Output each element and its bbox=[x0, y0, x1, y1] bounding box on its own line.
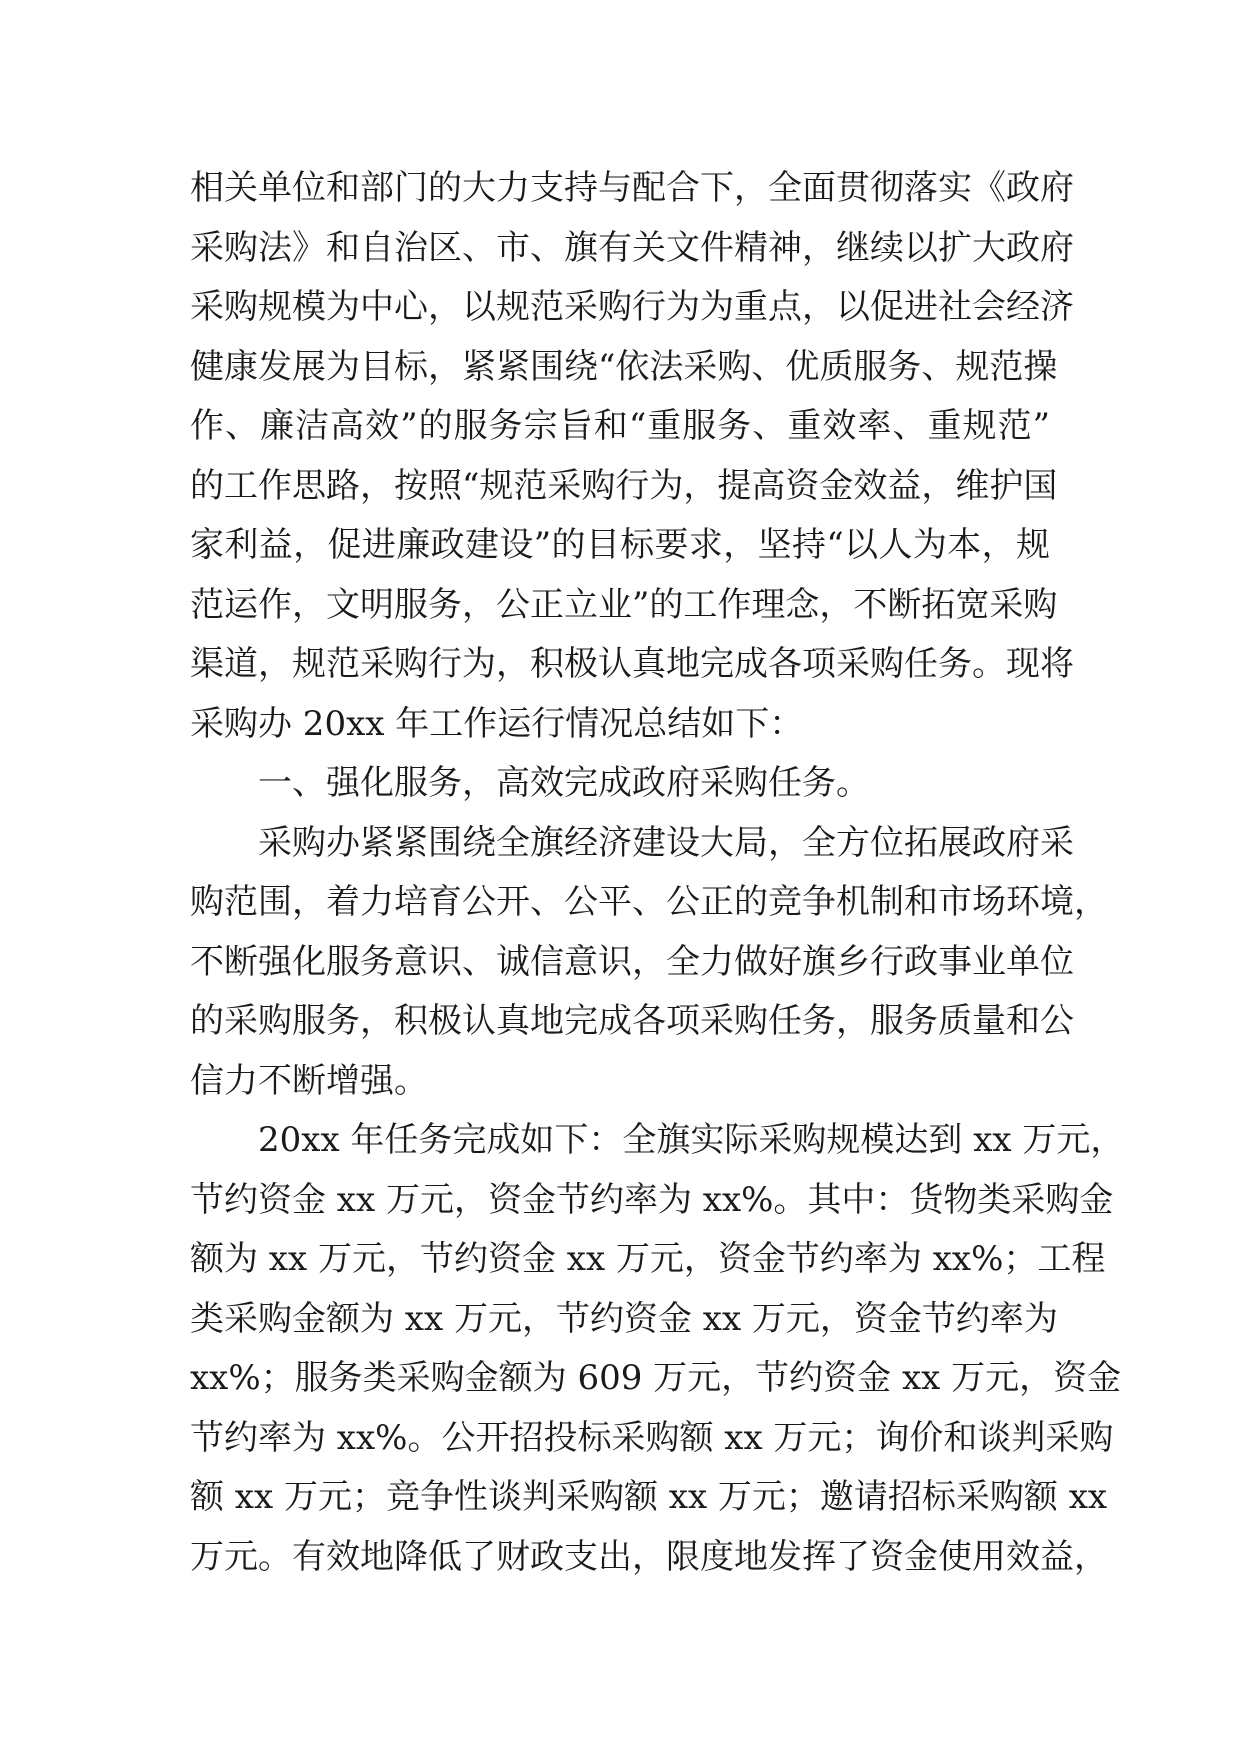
paragraph-first-line: 采购办紧紧围绕全旗经济建设大局，全方位拓展政府采 bbox=[258, 822, 1074, 863]
text-line: 采购规模为中心，以规范采购行为为重点，以促进社会经济 bbox=[190, 287, 1074, 327]
text-line: 相关单位和部门的大力支持与配合下，全面贯彻落实《政府 bbox=[190, 168, 1074, 208]
text-line: 不断强化服务意识、诚信意识，全力做好旗乡行政事业单位 bbox=[190, 941, 1074, 982]
text-line: 家利益，促进廉政建设”的目标要求，坚持“以人为本，规 bbox=[190, 525, 1050, 565]
text-line: 范运作，文明服务，公正立业”的工作理念，不断拓宽采购 bbox=[190, 584, 1058, 625]
text-line: 健康发展为目标，紧紧围绕“依法采购、优质服务、规范操 bbox=[190, 346, 1058, 387]
text-line: 节约资金 xx 万元，资金节约率为 xx%。其中：货物类采购金 bbox=[190, 1179, 1114, 1220]
paragraph-last-line: 采购办 20xx 年工作运行情况总结如下： bbox=[190, 703, 804, 744]
text-line: xx%；服务类采购金额为 609 万元，节约资金 xx 万元，资金 bbox=[190, 1358, 1122, 1398]
text-line: 额 xx 万元；竞争性谈判采购额 xx 万元；邀请招标采购额 xx bbox=[190, 1477, 1108, 1517]
text-line: 类采购金额为 xx 万元，节约资金 xx 万元，资金节约率为 bbox=[190, 1298, 1058, 1339]
text-line: 作、廉洁高效”的服务宗旨和“重服务、重效率、重规范” bbox=[190, 406, 1050, 446]
text-line: 的工作思路，按照“规范采购行为，提高资金效益，维护国 bbox=[190, 465, 1058, 506]
text-line: 渠道，规范采购行为，积极认真地完成各项采购任务。现将 bbox=[190, 644, 1074, 684]
text-line: 节约率为 xx%。公开招投标采购额 xx 万元；询价和谈判采购 bbox=[190, 1417, 1114, 1458]
text-line: 的采购服务，积极认真地完成各项采购任务，服务质量和公 bbox=[190, 1001, 1074, 1041]
section-heading: 一、强化服务，高效完成政府采购任务。 bbox=[258, 763, 870, 803]
paragraph-first-line: 20xx 年任务完成如下：全旗实际采购规模达到 xx 万元， bbox=[258, 1120, 1125, 1160]
text-line: 采购法》和自治区、市、旗有关文件精神，继续以扩大政府 bbox=[190, 227, 1074, 268]
text-line: 万元。有效地降低了财政支出，限度地发挥了资金使用效益， bbox=[190, 1536, 1108, 1577]
text-line: 额为 xx 万元，节约资金 xx 万元，资金节约率为 xx%；工程 bbox=[190, 1239, 1106, 1279]
document-body bbox=[190, 159, 1125, 1587]
text-line: 购范围，着力培育公开、公平、公正的竞争机制和市场环境， bbox=[190, 882, 1108, 922]
paragraph-last-line: 信力不断增强。 bbox=[190, 1060, 428, 1101]
